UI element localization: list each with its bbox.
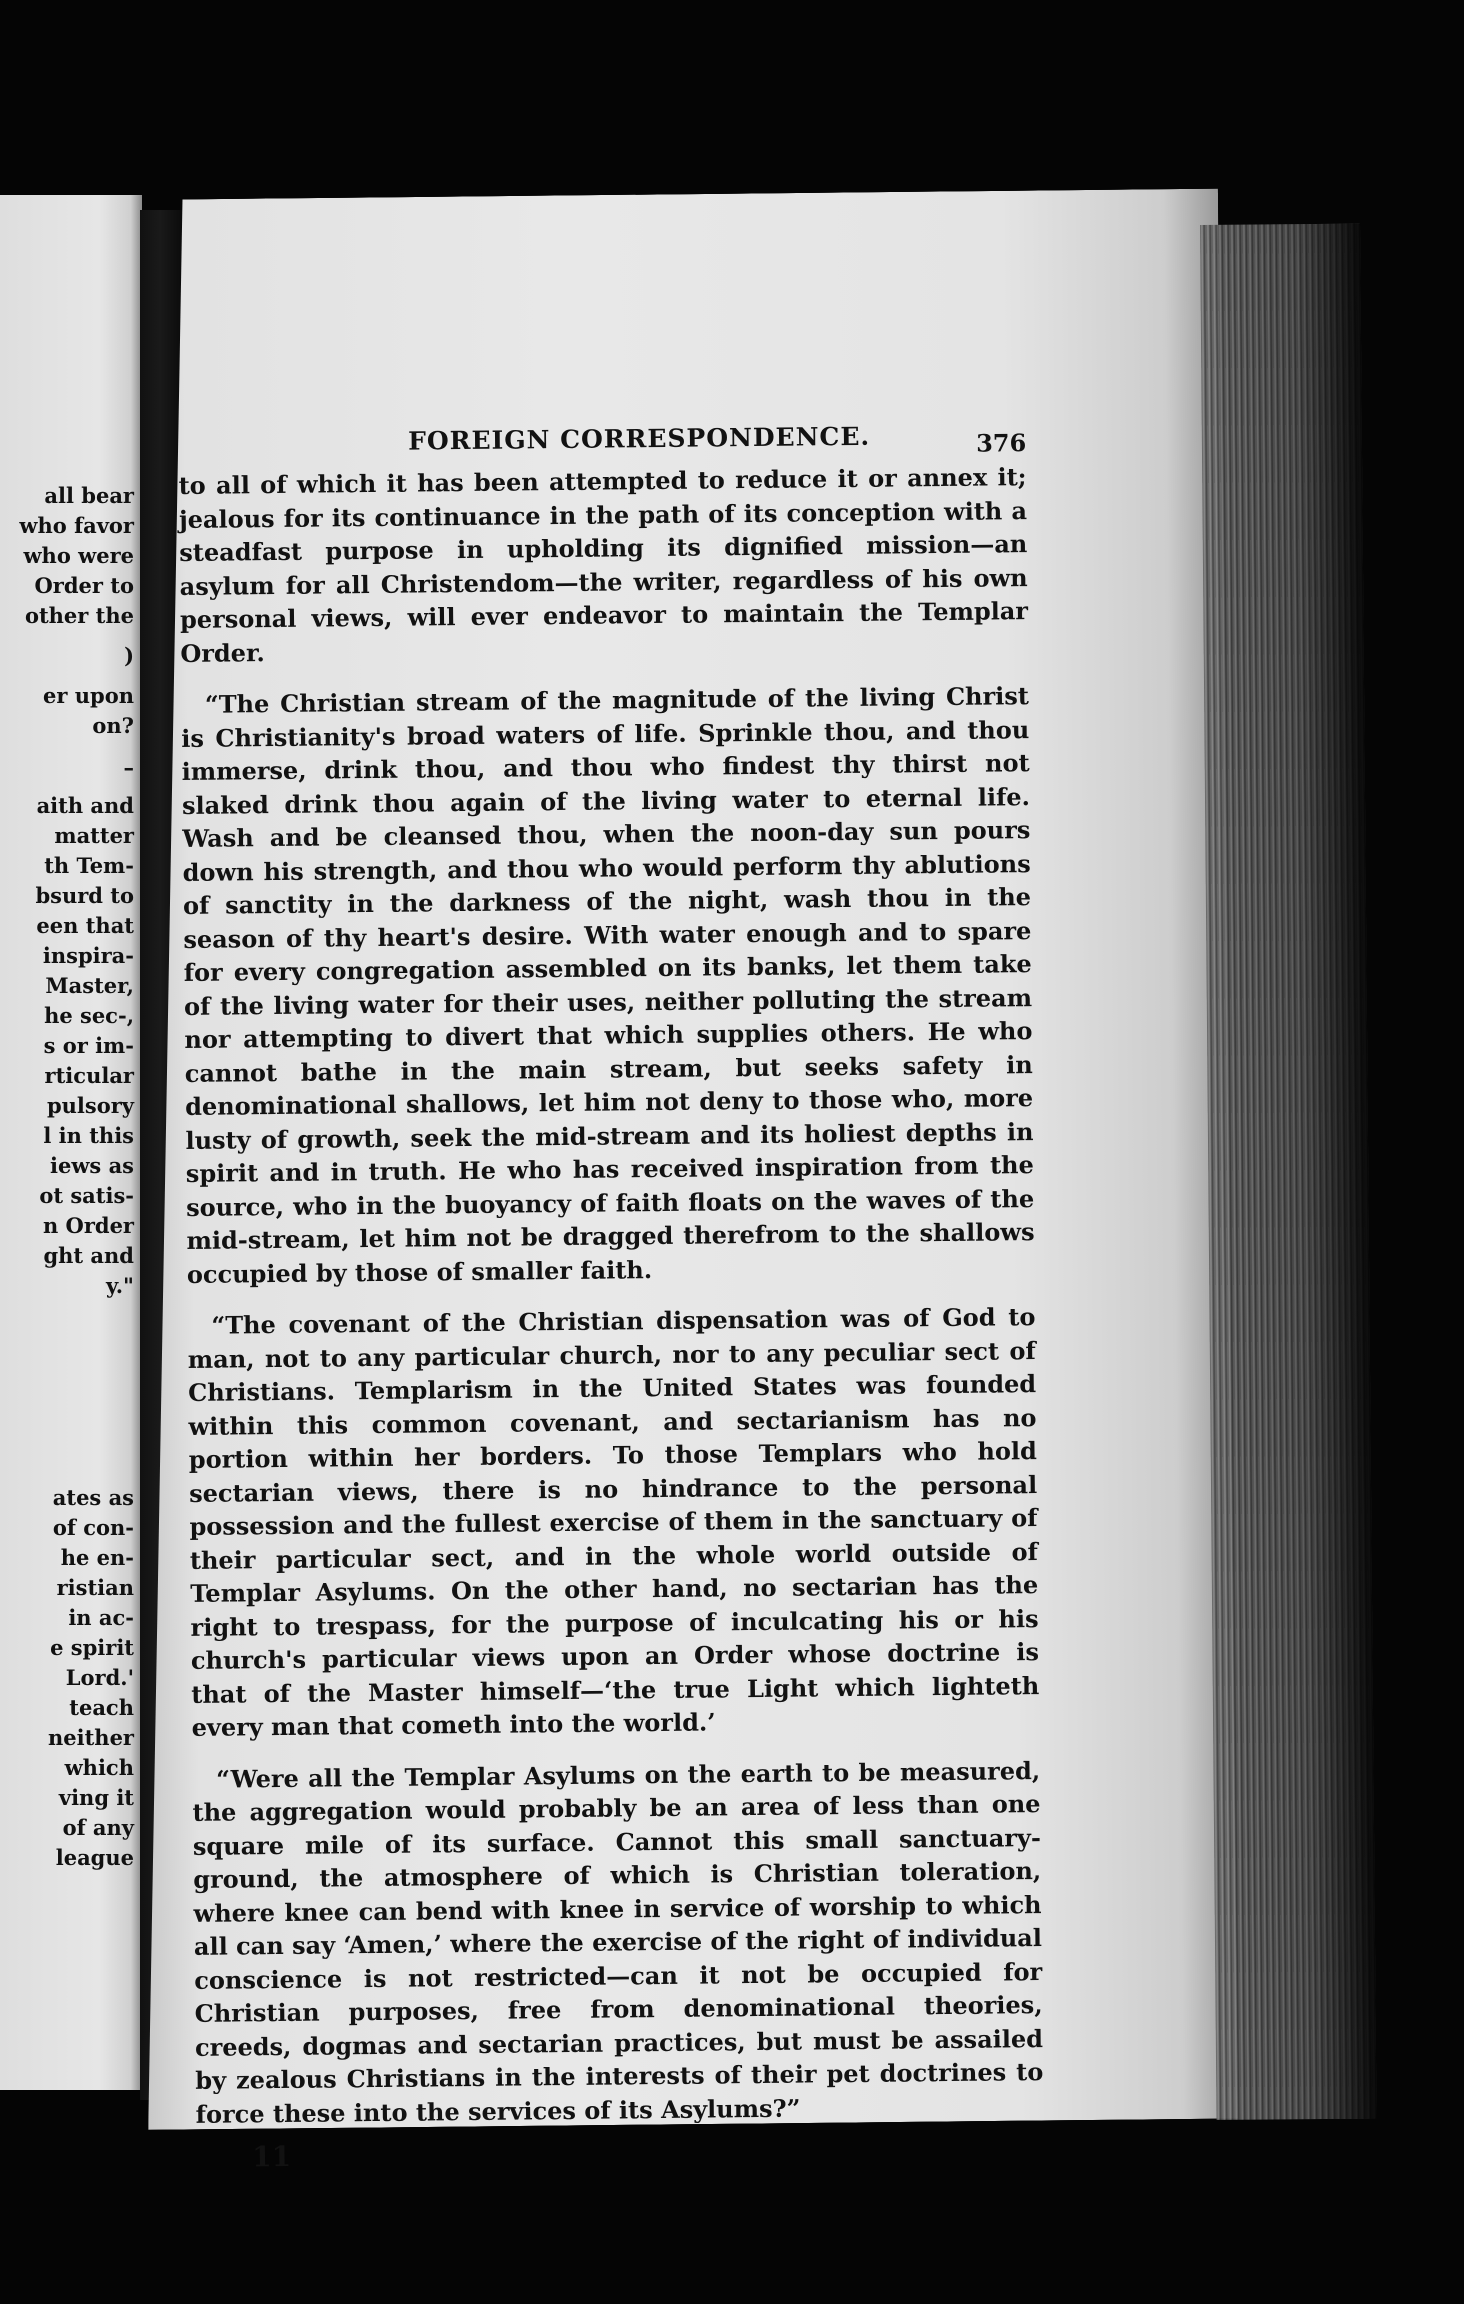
facing-page-line: on?	[92, 713, 134, 738]
facing-page-fragment	[0, 195, 142, 2090]
facing-page-line: ght and	[43, 1243, 134, 1268]
facing-page-line: rticular	[44, 1063, 134, 1088]
facing-page-line: y."	[105, 1273, 134, 1298]
facing-page-line: Master,	[45, 973, 134, 998]
facing-page-line: een that	[36, 913, 134, 938]
facing-page-line: ates as	[52, 1485, 134, 1510]
facing-page-line: )	[124, 643, 134, 668]
paragraph-covenant: “The covenant of the Christian dispensation was of God to man, not to any particular church, nor to any peculiar sect of Christians. Templarism in the United States was founded within this common covenant, and sectarianism has no portion within her borders. To those Templars who hold sectarian views, there is no hindrance to the personal possession and the fullest exercise of them in the sanctuary of their particular sect, and in the whole world outside of Templar Asylums. On the other hand, no sectarian has the right to trespass, for the purpose of inculcating his or his church's particular views upon an Order whose doctrine is that of the Master himself—‘the true Light which lighteth every man that cometh into the world.’	[187, 1302, 1040, 1742]
facing-page-line: of any	[62, 1815, 134, 1840]
facing-page-line: bsurd to	[35, 883, 134, 908]
facing-page-line: er upon	[43, 683, 134, 708]
facing-page-line: other the	[24, 603, 134, 628]
paragraph-asylums: “Were all the Templar Asylums on the earth to be measured, the aggregation would probably be an area of less than one square mile of its surface. Cannot this small sanctuary-ground, the atmosphere of which is Christian toleration, where knee can bend with knee in service of worship to which all can say ‘Amen,’ where the exercise of the right of individual conscience is not restricted—can it not be occupied for Christian purposes, free from denominational theories, creeds, dogmas and sectarian practices, but must be assailed by zealous Christians in the interests of their pet doctrines to force these into the services of its Asylums?”	[192, 1755, 1044, 2129]
facing-page-line: Order to	[34, 573, 134, 598]
facing-page-line: who favor	[19, 513, 134, 538]
paragraph-christian-stream: “The Christian stream of the magnitude of the living Christ is Christianity's broad waters of life. Sprinkle thou, and thou immerse, drink thou, and thou who findest thy thirst not slaked drink thou again of the living water to eternal life. Wash and be cleansed thou, when the noon-day sun pours down his strength, and thou who would perform thy ablutions of sanctity in the darkness of the night, wash thou in the season of thy heart's desire. With water enough and to spare for every congregation assembled on its banks, let them take of the living water for their uses, neither polluting the stream nor attempting to divert that which supplies others. He who cannot bathe in the main stream, but seeks safety in denominational shallows, let him not deny to those who, more lusty of growth, seek the mid-stream and its holiest depths in spirit and in truth. He who has received inspiration from the source, who in the buoyancy of faith floats on the waves of the mid-stream, let him not be dragged therefrom to the shallows occupied by those of smaller faith.	[181, 681, 1035, 1289]
facing-page-line: he en-	[60, 1545, 134, 1570]
facing-page-line: ving it	[58, 1785, 134, 1810]
facing-page-line: s or im-	[43, 1033, 134, 1058]
running-head	[178, 416, 1026, 465]
facing-page-line: inspira-	[42, 943, 134, 968]
facing-page-line: n Order	[42, 1213, 134, 1238]
facing-page-line: of con-	[52, 1515, 134, 1540]
facing-page-line: which	[64, 1755, 134, 1780]
facing-page-line: iews as	[50, 1153, 134, 1178]
facing-page-line: he sec-,	[44, 1003, 134, 1028]
facing-page-line: th Tem-	[44, 853, 134, 878]
facing-page-line: l in this	[43, 1123, 134, 1148]
facing-page-line: ristian	[56, 1575, 134, 1600]
facing-page-line: all bear	[44, 483, 134, 508]
facing-page-line: –	[123, 755, 134, 780]
page-edges	[1200, 224, 1377, 2120]
facing-page-line: who were	[23, 543, 134, 568]
facing-page-line: ot satis-	[39, 1183, 134, 1208]
paragraph-continuation: to all of which it has been attempted to reduce it or annex it; jealous for its continuance in the path of its conception with a steadfast purpose in upholding its dignified mission—an asylum for all Christendom—the writer, regardless of his own personal views, will ever endeavor to maintain the Templar Order.	[178, 462, 1029, 668]
facing-page-line: Lord.'	[65, 1665, 134, 1690]
page-title: FOREIGN CORRESPONDENCE.	[408, 421, 871, 456]
page-number: 376	[975, 428, 1027, 458]
facing-page-line: pulsory	[46, 1093, 134, 1118]
facing-page-line: teach	[69, 1695, 134, 1720]
facing-page-line: neither	[48, 1725, 134, 1750]
signature-mark: 11	[251, 2139, 292, 2174]
facing-page-line: aith and	[36, 793, 134, 818]
facing-page-line: matter	[54, 823, 134, 848]
facing-page-line: in ac-	[68, 1605, 134, 1630]
facing-page-line: e spirit	[50, 1635, 134, 1660]
page-text	[178, 416, 1044, 2174]
facing-page-line: league	[55, 1845, 134, 1870]
